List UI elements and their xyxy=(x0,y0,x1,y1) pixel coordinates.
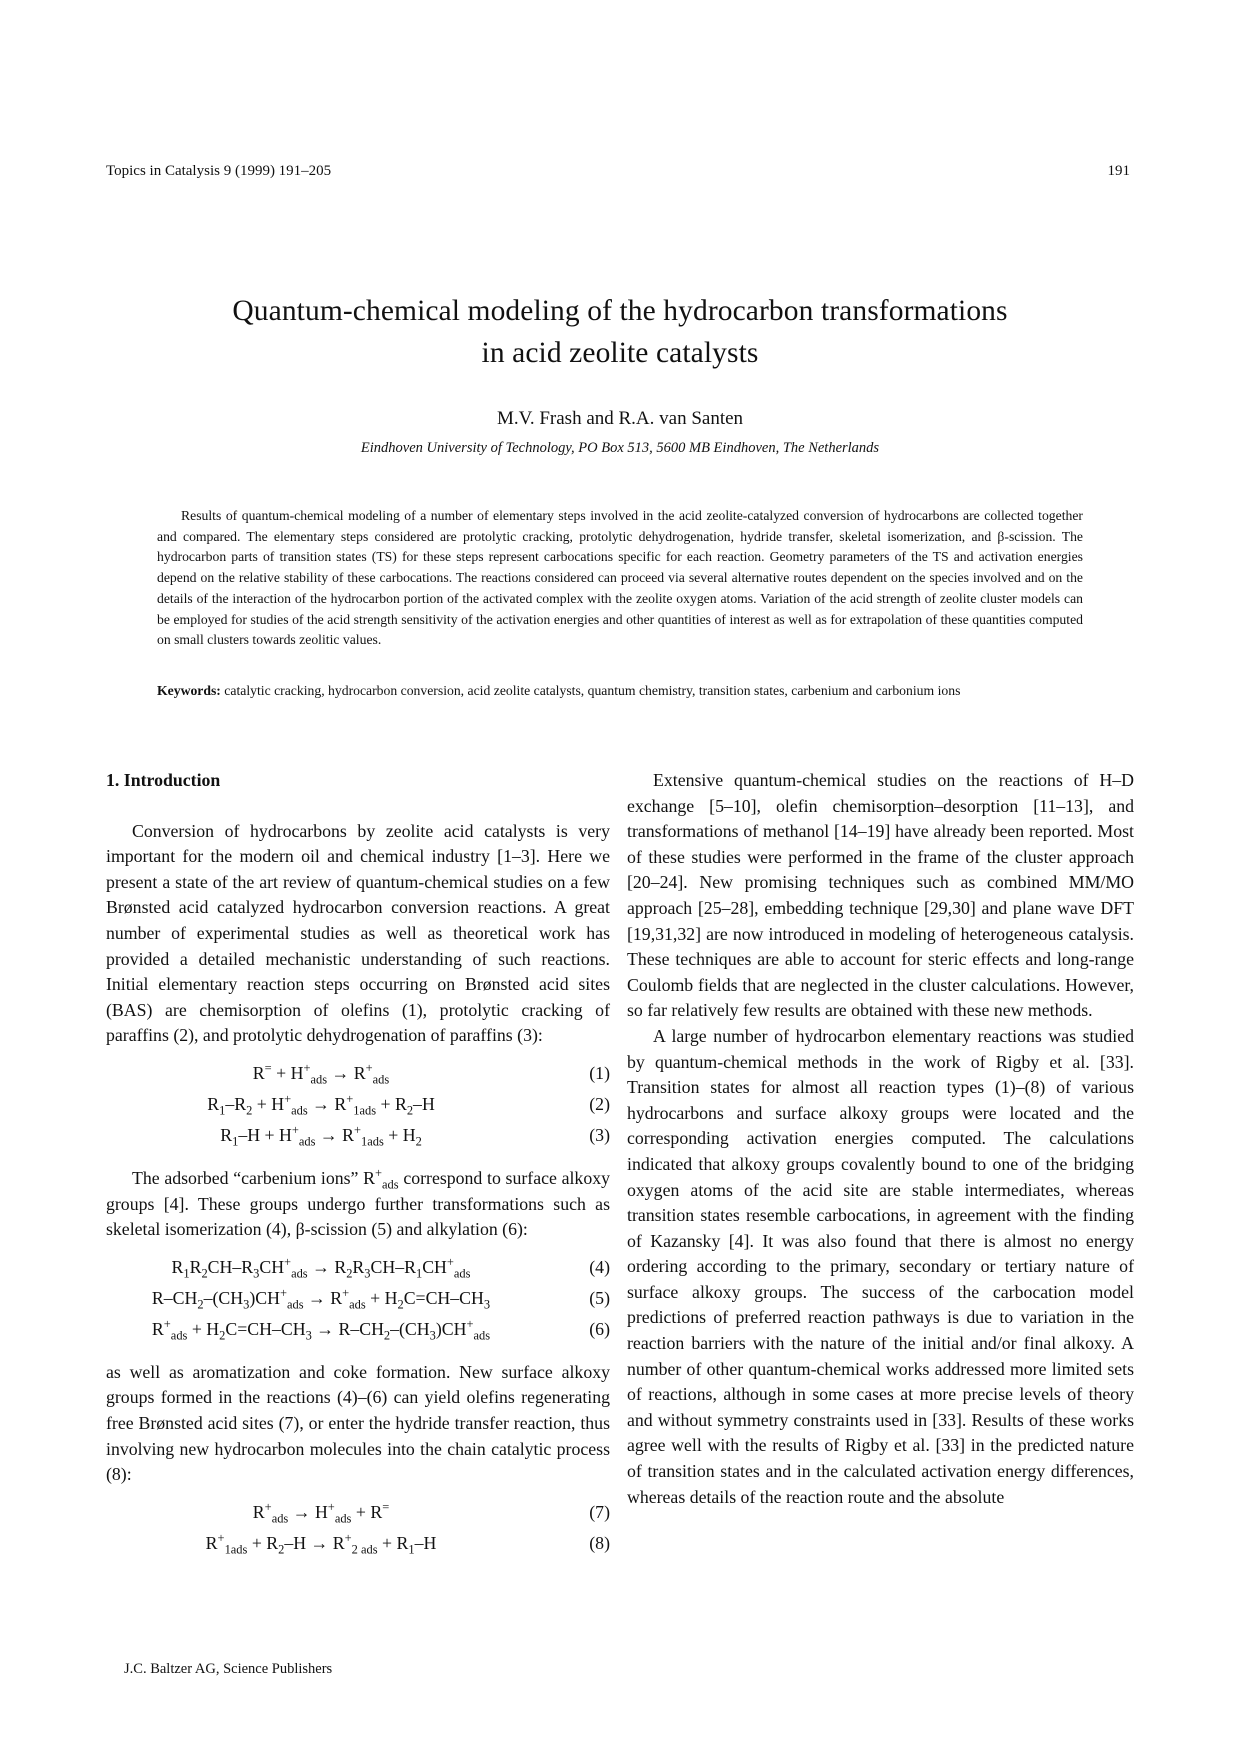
paper-title-line-1: Quantum-chemical modeling of the hydrocarbon transformations xyxy=(232,295,1008,327)
intro-paragraph-3: as well as aromatization and coke formation. New surface alkoxy groups formed in the reactions (4)–(6) can yield olefins regenerating free Brønsted acid sites (7), or enter the hydride transfer reaction, thus involving new hydrocarbon molecules into the chain catalytic process (8): xyxy=(106,1361,610,1485)
equation-7-expression: $R^+_{ads} \to H^+_{ads} + R^=$ xyxy=(252,1499,390,1526)
running-header-page-number: 191 xyxy=(1107,163,1130,179)
equation-6 xyxy=(106,1317,610,1348)
publisher-footer: J.C. Baltzer AG, Science Publishers xyxy=(124,1661,333,1677)
paper-title-line-2: in acid zeolite catalysts xyxy=(481,337,759,369)
equation-number: (5) xyxy=(589,1287,610,1308)
equation-5-expression: $R-CH_2-(CH_3)CH^+_{ads} \to R^+_{ads} + H_2C=CH-CH_3$ xyxy=(151,1285,491,1312)
section-heading-introduction: 1. Introduction xyxy=(106,770,221,790)
intro-paragraph-2-start: The adsorbed “carbenium ions” R xyxy=(132,1167,375,1188)
equation-2 xyxy=(106,1092,610,1123)
equation-group-4-6 xyxy=(106,1255,610,1348)
intro-paragraph-2-rest: correspond to surface alkoxy groups [4]. These groups undergo further transformations such as skeletal isomerization (4), β-scission (5) and alkylation (6): xyxy=(106,1167,610,1240)
equation-8 xyxy=(106,1531,610,1562)
equation-2-expression: $R_1-R_2 + H^+_{ads} \to R^+_{1ads} + R_2-H$ xyxy=(207,1092,435,1118)
equation-number: (2) xyxy=(589,1093,610,1114)
running-header-journal: Topics in Catalysis 9 (1999) 191–205 xyxy=(106,163,332,179)
intro-paragraph-1: Conversion of hydrocarbons by zeolite acid catalysts is very important for the modern oil and chemical industry [1–3]. Here we present a state of the art review of quantum-chemical studies on a few Brønsted acid catalyzed hydrocarbon conversion reactions. A great number of experimental studies as well as theoretical work has provided a detailed mechanistic understanding of such reactions. Initial elementary reaction steps occurring on Brønsted acid sites (BAS) are chemisorption of olefins (1), protolytic cracking of paraffins (2), and protolytic dehydrogenation of paraffins (3): xyxy=(106,820,610,1046)
equation-number: (4) xyxy=(589,1256,610,1277)
equation-7 xyxy=(106,1500,610,1531)
keywords-text: catalytic cracking, hydrocarbon conversion, acid zeolite catalysts, quantum chemistry, transition states, carbenium and carbonium ions xyxy=(224,683,961,698)
equation-1-expression: $R^= + H^+_{ads} \to R^+_{ads}$ xyxy=(252,1061,390,1087)
keywords xyxy=(157,681,1083,702)
right-paragraph-2: A large number of hydrocarbon elementary reactions was studied by quantum-chemical methods in the work of Rigby et al. [33]. Transition states for almost all reaction types (1)–(8) of various hydrocarbons and surface alkoxy groups were located and the corresponding activation energies computed. The calculations indicated that alkoxy groups covalently bound to one of the bridging oxygen atoms of the acid site are stable intermediates, whereas transition states resemble carbocations, in agreement with the finding of Kazansky [4]. It was also found that there is almost no energy ordering according to the primary, secondary or tertiary nature of surface alkoxy groups. The success of the carbocation model predictions of preferred reaction pathways is due to variation in the reaction barriers with the nature of the initial and/or final alkoxy. A number of other quantum-chemical works addressed more limited sets of reactions, although in some cases at more precise levels of theory and without symmetry constraints used in [33]. Results of these works agree well with the results of Rigby et al. [33] in the predicted nature of transition states and in the calculated activation energy differences, whereas details of the reaction route and the absolute xyxy=(627,1025,1134,1507)
keywords-label: Keywords: xyxy=(157,683,221,698)
right-column xyxy=(627,768,1134,1510)
equation-4-expression: $R_1R_2CH-R_3CH^+_{ads} \to R_2R_3CH-R_1CH^+_{ads}$ xyxy=(171,1254,471,1281)
authors: M.V. Frash and R.A. van Santen xyxy=(496,408,744,429)
intro-paragraph-2: The adsorbed “carbenium ions” $R^+_{ads}$ correspond to surface alkoxy groups [4]. These groups undergo further transformations such as skeletal isomerization (4), β-scission (5) and alkylation (6): xyxy=(106,1166,610,1240)
equation-group-7-8 xyxy=(106,1500,610,1562)
equation-3-expression: $R_1-H + H^+_{ads} \to R^+_{1ads} + H_2$ xyxy=(220,1123,422,1149)
equation-number: (1) xyxy=(589,1062,610,1083)
equation-number: (8) xyxy=(589,1532,610,1553)
equation-4 xyxy=(106,1255,610,1286)
equation-5 xyxy=(106,1286,610,1317)
equation-6-expression: $R^+_{ads} + H_2C=CH-CH_3 \to R-CH_2-(CH_3)CH^+_{ads}$ xyxy=(151,1316,491,1343)
right-paragraph-1: Extensive quantum-chemical studies on the reactions of H–D exchange [5–10], olefin chemisorption–desorption [11–13], and transformations of methanol [14–19] have already been reported. Most of these studies were performed in the frame of the cluster approach [20–24]. New promising techniques such as combined MM/MO approach [25–28], embedding technique [29,30] and plane wave DFT [19,31,32] are now introduced in modeling of heterogeneous catalysis. These techniques are able to account for steric effects and long-range Coulomb fields that are neglected in the cluster calculations. However, so far relatively few results are obtained with these new methods. xyxy=(627,770,1134,1021)
left-column xyxy=(106,768,610,1574)
equation-number: (7) xyxy=(589,1501,610,1522)
equation-8-expression: $R^+_{1ads} + R_2-H \to R^+_{2 ads} + R_1-H$ xyxy=(205,1530,437,1557)
equation-number: (6) xyxy=(589,1318,610,1339)
equation-number: (3) xyxy=(589,1124,610,1145)
abstract: Results of quantum-chemical modeling of a number of elementary steps involved in the acid zeolite-catalyzed conversion of hydrocarbons are collected together and compared. The elementary steps considered are protolytic cracking, protolytic dehydrogenation, hydride transfer, skeletal isomerization, and β-scission. The hydrocarbon parts of transition states (TS) for these steps represent carbocations specific for each reaction. Geometry parameters of the TS and activation energies depend on the relative stability of these carbocations. The reactions considered can proceed via several alternative routes dependent on the species involved and on the details of the interaction of the hydrocarbon portion of the activated complex with the zeolite oxygen atoms. Variation of the acid strength of zeolite cluster models can be employed for studies of the acid strength sensitivity of the activation energies and other quantities of interest as well as for extrapolation of these quantities computed on small clusters towards zeolitic values. xyxy=(157,508,1083,648)
equation-group-1-3 xyxy=(106,1061,610,1154)
affiliation: Eindhoven University of Technology, PO Box 513, 5600 MB Eindhoven, The Netherlands xyxy=(360,440,880,456)
equation-3 xyxy=(106,1123,610,1154)
equation-1 xyxy=(106,1061,610,1092)
paper-title xyxy=(0,290,1240,374)
